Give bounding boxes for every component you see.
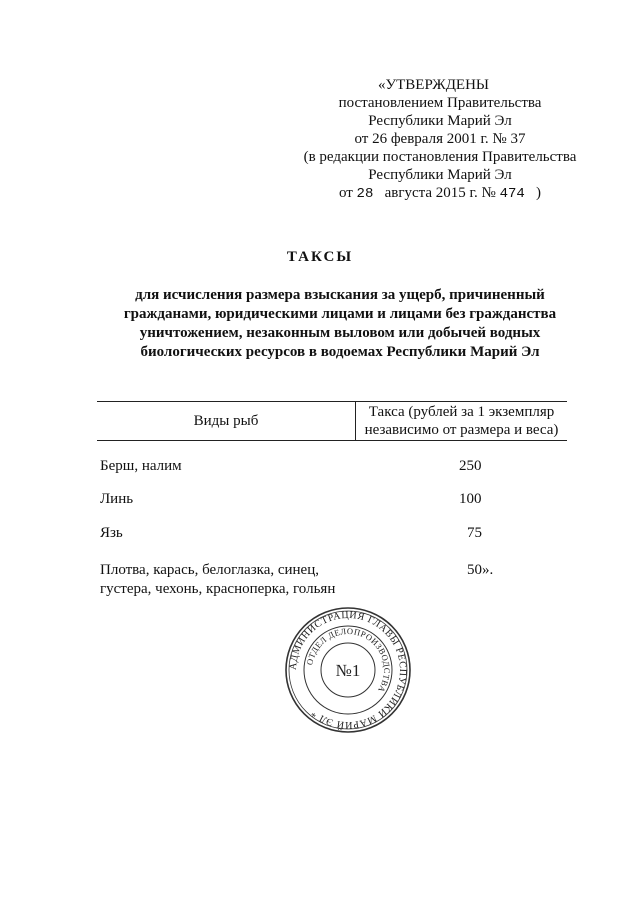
- svg-text:№1: №1: [335, 661, 361, 680]
- header-fish-kind: Виды рыб: [97, 402, 356, 440]
- approval-line: от 26 февраля 2001 г. № 37: [354, 131, 526, 147]
- approval-line: Республики Марий Эл: [368, 167, 512, 183]
- approval-line: постановлением Правительства: [338, 95, 542, 111]
- fish-kind: Линь: [100, 491, 134, 507]
- date-middle: августа 2015 г. №: [384, 185, 496, 201]
- date-day: 28: [356, 186, 374, 202]
- date-suffix: ): [536, 185, 542, 201]
- fish-rate: 75: [467, 525, 482, 541]
- fish-rate: 250: [459, 458, 482, 474]
- approval-heading: «УТВЕРЖДЕНЫ: [378, 77, 490, 93]
- document-title: ТАКСЫ: [286, 249, 354, 265]
- fish-kind: Язь: [100, 525, 123, 541]
- fish-rate: 100: [459, 491, 482, 507]
- approval-block: [300, 76, 580, 203]
- approval-line: Республики Марий Эл: [368, 113, 512, 129]
- date-number: 474: [499, 186, 525, 202]
- fish-kind: Плотва, карась, белоглазка, синец, густера, чехонь, красноперка, гольян: [100, 562, 336, 597]
- table-header: [97, 401, 567, 441]
- approval-line: (в редакции постановления Правительства: [303, 149, 577, 165]
- header-rate-line: Такса (рублей за 1 экземпляр: [368, 404, 555, 420]
- official-seal: [283, 605, 413, 735]
- document-subtitle: для исчисления размера взыскания за ущерб, причиненный гражданами, юридическими лицами и лицами без гражданства уничтожением, незаконным выловом или добычей водных биологических ресурсов в водоемах Республики Марий Эл: [123, 287, 557, 360]
- svg-text:ОТДЕЛ ДЕЛОПРОИЗВОДСТВА: ОТДЕЛ ДЕЛОПРОИЗВОДСТВА: [304, 625, 393, 695]
- fish-rate: 50».: [467, 562, 494, 578]
- fish-kind: Берш, налим: [100, 458, 182, 474]
- approval-date-line: [300, 184, 580, 203]
- header-rate-line: независимо от размера и веса): [364, 422, 559, 438]
- date-prefix: от: [338, 185, 353, 201]
- rates-table: [97, 401, 567, 597]
- header-rate: [356, 402, 567, 440]
- svg-text:АДМИНИСТРАЦИЯ ГЛАВЫ РЕСПУБЛИКИ: АДМИНИСТРАЦИЯ ГЛАВЫ РЕСПУБЛИКИ МАРИЙ ЭЛ *: [287, 609, 409, 731]
